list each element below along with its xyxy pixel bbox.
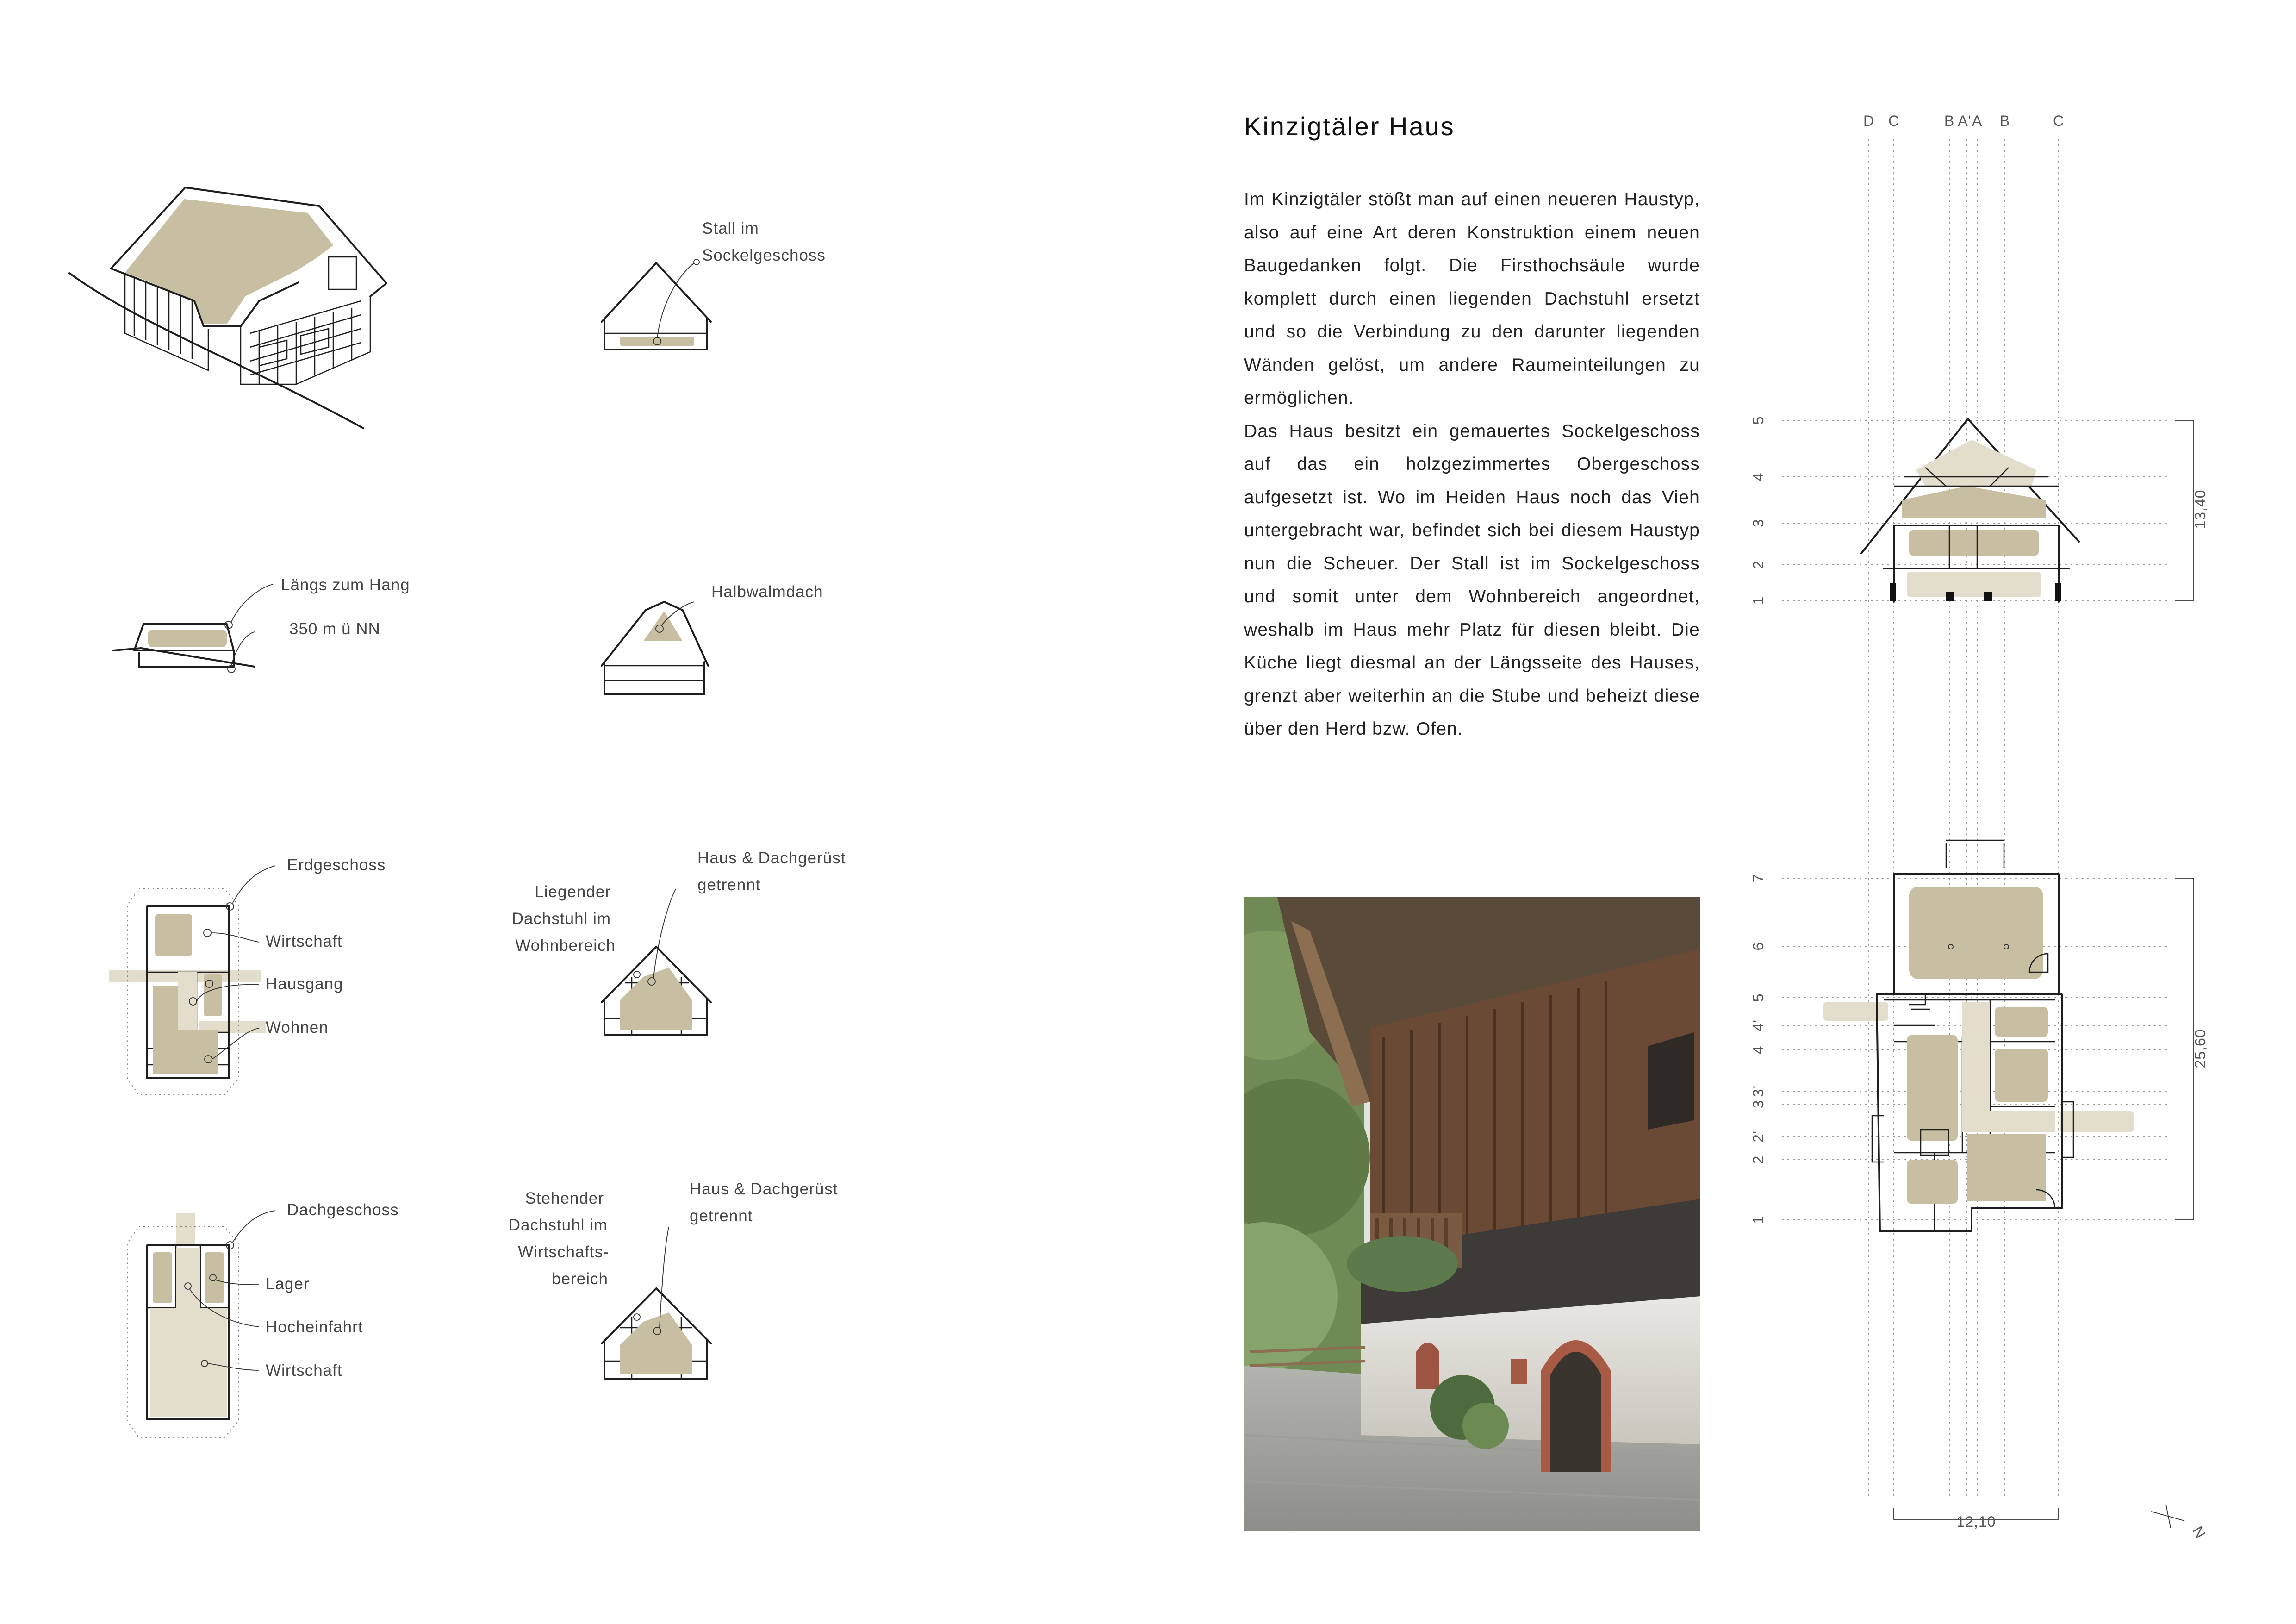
axis-top-label: C	[2053, 112, 2065, 129]
plan-level-label: 3	[1750, 1099, 1767, 1109]
dimension-section-height: 13,40	[2192, 489, 2209, 529]
diagram-liegender-dachstuhl	[512, 849, 846, 1035]
diagram-erdgeschoss	[109, 856, 386, 1095]
label-stehender-3: Wirtschafts-	[518, 1243, 609, 1261]
dimension-plan-width: 12,10	[1956, 1513, 1996, 1530]
house-perspective	[69, 187, 386, 428]
plan-level-label: 6	[1750, 942, 1767, 951]
label-stehender-4: bereich	[552, 1270, 608, 1288]
paragraph: Das Haus besitzt ein gemauertes Sockelgeschoss auf das ein holzgezimmertes Obergeschoss aufgesetzt ist. Wo im Heiden Haus noch das Vieh untergebracht war, befindet sich bei diesem Haustyp nun die Scheuer. Der Stall ist im Sockelgeschoss und somit unter dem Wohnbereich angeordnet, weshalb im Haus mehr Platz für diesen bleibt. Die Küche liegt diesmal an der Längsseite des Hauses, grenzt aber weiterhin an die Stube und beheizt diese über den Herd bzw. Ofen.	[1244, 421, 1700, 739]
label-laengs: Längs zum Hang	[281, 576, 410, 594]
floor-plan-drawing	[1823, 840, 2134, 1231]
diagram-dachgeschoss	[127, 1201, 399, 1437]
label-nn: 350 m ü NN	[289, 620, 380, 638]
plan-level-label: 2'	[1750, 1131, 1767, 1143]
label-halbwalm: Halbwalmdach	[711, 583, 823, 601]
plan-level-label: 4'	[1750, 1019, 1767, 1031]
plan-level-label: 3'	[1750, 1085, 1767, 1097]
label-hocheinfahrt: Hocheinfahrt	[266, 1318, 363, 1336]
label-haus-dach-b2: getrennt	[690, 1207, 753, 1225]
label-liegender-3: Wohnbereich	[515, 937, 616, 955]
plan-level-label: 4	[1750, 1045, 1767, 1055]
axis-top-label: B	[1999, 112, 2010, 129]
plan-level-label: 2	[1750, 1155, 1767, 1164]
diagram-stehender-dachstuhl	[509, 1180, 838, 1379]
label-dachgeschoss: Dachgeschoss	[287, 1201, 399, 1219]
section-level-label: 4	[1750, 472, 1767, 481]
plan-level-label: 5	[1750, 993, 1767, 1002]
page-title: Kinzigtäler Haus	[1244, 112, 1455, 141]
label-wirtschaft-2: Wirtschaft	[266, 1362, 342, 1380]
label-stehender-2: Dachstuhl im	[508, 1216, 608, 1234]
section-level-label: 5	[1750, 416, 1767, 425]
label-haus-dach-2: getrennt	[697, 876, 761, 894]
label-erdgeschoss: Erdgeschoss	[287, 856, 386, 874]
plan-level-label: 1	[1750, 1215, 1767, 1224]
label-wohnen: Wohnen	[266, 1018, 329, 1037]
axis-top-label: D	[1863, 112, 1875, 129]
plan-level-label: 7	[1750, 874, 1767, 883]
section-level-label: 1	[1750, 596, 1767, 605]
label-stall-2: Sockelgeschoss	[702, 246, 826, 264]
label-stehender-1: Stehender	[525, 1189, 604, 1207]
axis-system	[1750, 112, 2209, 1541]
house-photo	[1189, 897, 1700, 1531]
label-haus-dach-b1: Haus & Dachgerüst	[690, 1180, 838, 1198]
dimension-plan-length: 25,60	[2192, 1029, 2209, 1068]
label-wirtschaft: Wirtschaft	[266, 932, 342, 950]
axis-top-label: A'	[1958, 112, 1972, 129]
section-level-label: 2	[1750, 560, 1767, 569]
axis-top-label: B	[1944, 112, 1955, 129]
label-stall-1: Stall im	[702, 219, 759, 237]
diagram-halbwalmdach	[602, 583, 823, 694]
label-liegender-1: Liegender	[535, 883, 611, 901]
north-label: N	[2189, 1523, 2209, 1542]
section-level-label: 3	[1750, 518, 1767, 528]
diagram-laengs-hang	[113, 576, 410, 673]
section-drawing	[1861, 419, 2079, 602]
diagram-stall-sockel	[602, 219, 826, 350]
axis-top-label: A	[1972, 112, 1983, 129]
label-lager: Lager	[266, 1275, 310, 1293]
paragraph: Im Kinzigtäler stößt man auf einen neueren Haustyp, also auf eine Art deren Konstruktion einem neuen Baugedanken folgt. Die Firsthochsäule wurde komplett durch einen liegenden Dachstuhl ersetzt und so die Verbindung zu den darunter liegenden Wänden gelöst, um andere Raumeinteilungen zu ermöglichen.	[1244, 189, 1700, 408]
label-haus-dach-1: Haus & Dachgerüst	[697, 849, 846, 867]
label-hausgang: Hausgang	[266, 975, 343, 993]
label-liegender-2: Dachstuhl im	[511, 910, 611, 928]
axis-top-label: C	[1888, 112, 1900, 129]
